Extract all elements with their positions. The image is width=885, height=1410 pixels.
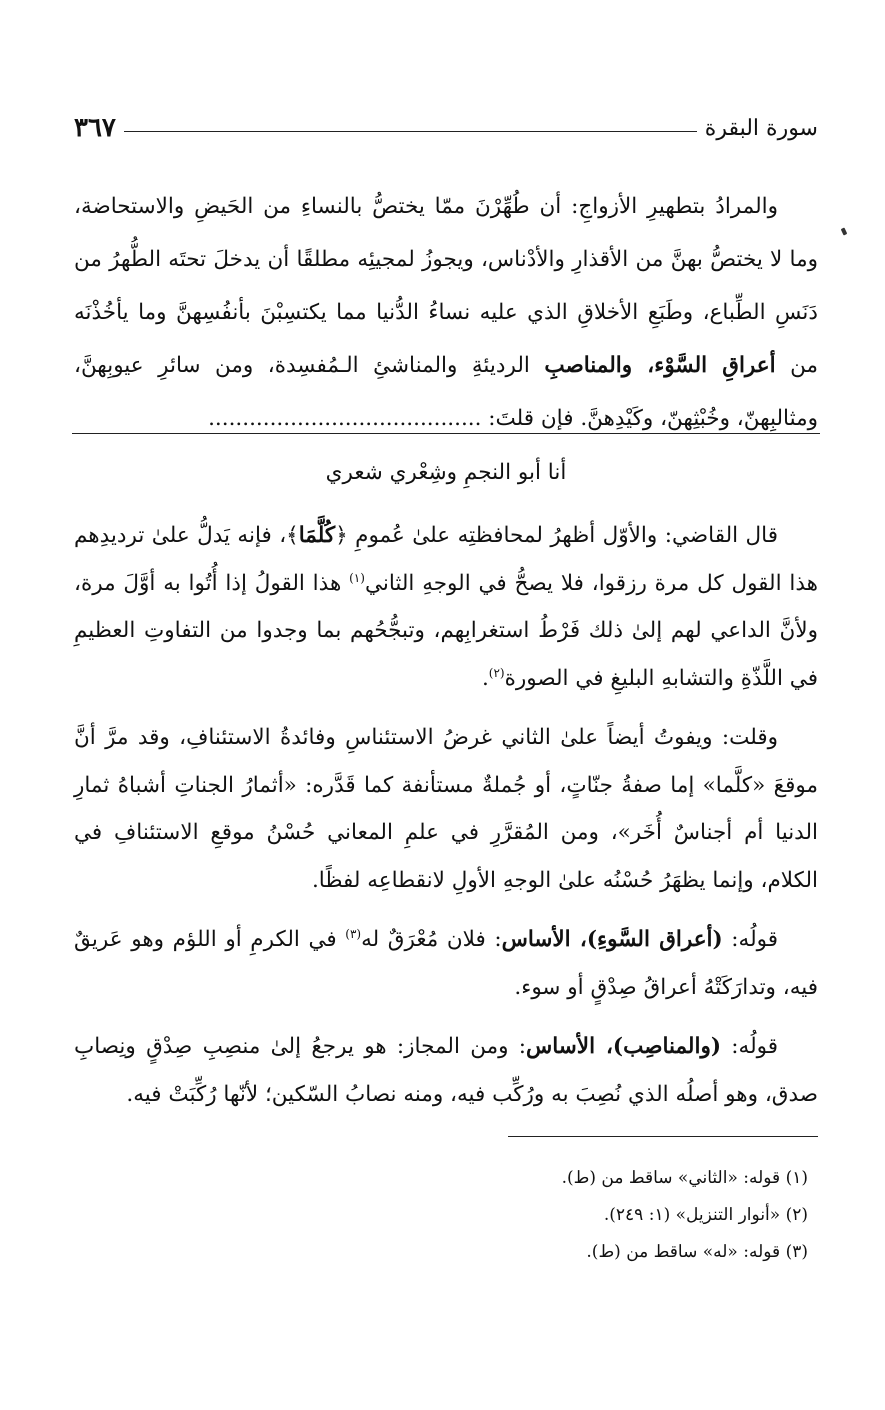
footnotes [74, 1160, 818, 1271]
footnote-2: (٢) «أنوار التنزيل» (١: ٢٤٩). [603, 1205, 808, 1225]
paragraph-lead: قولُه: [721, 1034, 778, 1059]
footnote-1: (١) قوله: «الثاني» ساقط من (ط). [561, 1168, 808, 1188]
quran-word: كُلَّمَا [298, 523, 336, 548]
footnote-3: (٣) قوله: «له» ساقط من (ط). [586, 1242, 808, 1262]
paragraph-lead: قولُه: [722, 927, 779, 952]
top-text: والمرادُ بتطهيرِ الأزواجِ: أن طُهِّرْنَ ممّا يختصُّ بالنساءِ من الحَيضِ والاستحاضة، وما لا يختصُّ بهنَّ من الأقذارِ والأدْناس، ويجوزُ لمجيئِه مطلقًا أن يدخلَ تحتَه الطُّهرُ من دَنَسِ الطِّباع، وطَبَعِ الأخلاقِ الذي عليه نساءُ الدُّنيا مما يكتسِبْنَ بأنفُسِهنَّ وما يأخُذْنَه من [74, 194, 818, 378]
paragraph-text: : فلان مُعْرَقٌ له [361, 927, 502, 952]
commentary-top [74, 180, 818, 445]
footnote-ref-3: (٣) [345, 926, 362, 941]
paragraph-text: : ومن المجاز: هو يرجعُ إلىٰ منصِبِ صِدْقٍ ونِصابِ صدق، وهو أصلُه الذي نُصِبَ به ورُكِّب فيه، ومنه نصابُ السّكين؛ لأنّها رُكِّبَتْ فيه. [74, 1034, 818, 1107]
paragraph-text: ﴾، فإنه يَدلُّ علىٰ ترديدِهم هذا القول كل مرة رزقوا، فلا يصحُّ في الوجهِ الثاني [74, 523, 818, 596]
commentary-main [74, 512, 818, 1130]
paragraph-manasib [74, 1023, 818, 1118]
lemma-bold: (أعراق السَّوءِ)، الأساس [501, 927, 723, 952]
paragraph-qadi [74, 512, 818, 702]
paragraph-qultu: وقلت: ويفوتُ أيضاً علىٰ الثاني غرضُ الاستئناسِ وفائدةُ الاستئنافِ، وقد مرَّ أنَّ موقعَ «كلَّما» إما صفةُ جنّاتٍ، أو جُملةٌ مستأنفة كما قَدَّره: «أثمارُ الجناتِ أشباهُ ثمارِ الدنيا أم أجناسٌ أُخَر»، ومن المُقرَّرِ في علمِ المعاني حُسْنُ موقعِ الاستئنافِ في الكلام، وإنما يظهَرُ حُسْنُه علىٰ الوجهِ الأولِ لانقطاعِه لفظًا. [74, 725, 818, 893]
top-text-continued: الرديئةِ والمناشئِ الـمُفسِدة، ومن سائرِ عيوبِهنَّ، ومثالبِهنّ، وخُبْثِهنّ، وكَيْدِهنَّ. فإن قلتَ: ........................................ [74, 353, 818, 431]
lemma-bold: (والمناصِب)، الأساس [526, 1034, 722, 1059]
top-paragraph [74, 180, 818, 445]
margin-mark [841, 227, 848, 235]
paragraph-text: في الكرمِ أو اللؤم وهو عَريقٌ فيه، وتدارَكَتْهُ أعراقُ صِدْقٍ أو سوء. [74, 927, 818, 1000]
poetry-verse: أنا أبو النجمِ وشِعْري شعري [325, 460, 567, 485]
paragraph-text: هذا القولُ إذا أُتُوا به أوَّلَ مرة، ولأنَّ الداعي لهم إلىٰ ذلك فَرْطُ استغرابِهم، وتبجُّحُهم بما وجدوا من التفاوتِ العظيمِ في اللَّذّةِ والتشابهِ البليغِ في الصورة [74, 570, 818, 691]
page-number: ٣٦٧ [74, 113, 116, 143]
footnote-ref-2: (٢) [488, 665, 505, 680]
section-divider [72, 433, 820, 434]
paragraph-araq [74, 916, 818, 1011]
top-bold-phrase: أعراقِ السَّوْء، والمناصبِ [544, 353, 776, 378]
footnote-divider [508, 1136, 818, 1137]
surah-title: سورة البقرة [704, 115, 818, 141]
footnote-ref-1: (١) [349, 570, 365, 585]
paragraph-text: قال القاضي: والأوّل أظهرُ لمحافظتِه علىٰ عُمومِ ﴿ [335, 523, 778, 548]
paragraph-text: . [481, 665, 489, 691]
header-rule [124, 131, 697, 132]
running-header [74, 110, 818, 146]
